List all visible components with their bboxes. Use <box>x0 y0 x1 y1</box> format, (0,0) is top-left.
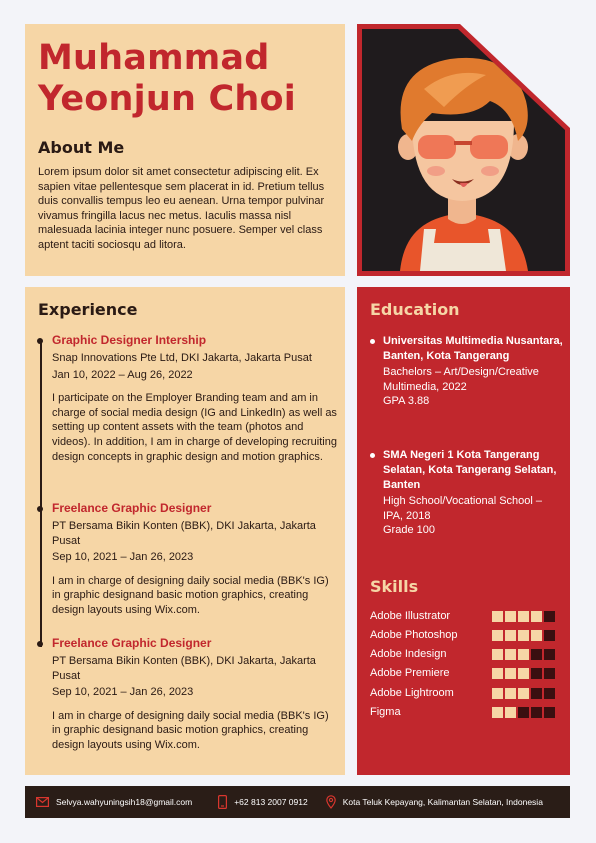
skill-level <box>492 688 555 699</box>
education-item <box>383 334 565 409</box>
phone-icon <box>218 795 227 809</box>
experience-item <box>52 636 337 753</box>
skill-box-filled <box>518 668 529 679</box>
skill-box-filled <box>505 688 516 699</box>
skill-level <box>492 649 555 660</box>
profile-photo <box>362 29 565 271</box>
skill-box-empty <box>531 668 542 679</box>
profile-photo-frame <box>357 24 570 276</box>
skill-box-empty <box>531 707 542 718</box>
skill-box-empty <box>544 688 555 699</box>
job-company: PT Bersama Bikin Konten (BBK), DKI Jakarta, Jakarta Pusat <box>52 520 316 547</box>
avatar-illustration <box>362 29 565 271</box>
job-date: Sep 10, 2021 – Jan 26, 2023 <box>52 551 194 564</box>
skills-title: Skills <box>370 577 419 596</box>
job-company: PT Bersama Bikin Konten (BBK), DKI Jakarta, Jakarta Pusat <box>52 655 316 682</box>
skill-level <box>492 630 555 641</box>
skill-box-filled <box>492 668 503 679</box>
timeline-dot <box>37 641 43 647</box>
skill-box-filled <box>518 611 529 622</box>
skill-box-empty <box>544 707 555 718</box>
email-text: Selvya.wahyuningsih18@gmail.com <box>56 797 193 807</box>
school-name: SMA Negeri 1 Kota Tangerang Selatan, Kota Tangerang Selatan, Banten <box>383 449 557 491</box>
skill-box-filled <box>492 630 503 641</box>
job-description: I participate on the Employer Branding team and am in charge of social media design (IG and LinkedIn) as well as setting up content assets with the team (photos and videos). In addition, I am in charge of developing recruiting design concepts in graphic design and motion graphics. <box>52 392 337 463</box>
skill-box-filled <box>531 630 542 641</box>
education-title: Education <box>370 300 460 319</box>
skill-box-filled <box>492 649 503 660</box>
skill-box-empty <box>544 630 555 641</box>
skill-box-filled <box>492 688 503 699</box>
skill-name: Figma <box>370 706 401 718</box>
school-name: Universitas Multimedia Nusantara, Banten, Kota Tangerang <box>383 335 563 362</box>
skill-box-empty <box>518 707 529 718</box>
experience-item <box>52 333 337 464</box>
job-description: I am in charge of designing daily social media (BBK's IG) in graphic designand basic motion graphics, creating design layouts using Wix.com. <box>52 709 329 751</box>
skill-level <box>492 707 555 718</box>
experience-panel <box>25 287 345 775</box>
skill-name: Adobe Illustrator <box>370 610 451 622</box>
skill-level <box>492 668 555 679</box>
skill-name: Adobe Lightroom <box>370 687 454 699</box>
about-title: About Me <box>38 138 125 157</box>
skill-box-filled <box>505 668 516 679</box>
timeline-line <box>40 340 42 647</box>
education-skills-panel <box>357 287 570 775</box>
skill-name: Adobe Premiere <box>370 667 450 679</box>
job-title: Graphic Designer Intership <box>52 333 207 347</box>
job-title: Freelance Graphic Designer <box>52 501 212 515</box>
skill-row <box>370 628 555 642</box>
skill-box-filled <box>505 630 516 641</box>
skill-row <box>370 686 555 700</box>
skill-box-filled <box>505 611 516 622</box>
grade: Grade 100 <box>383 524 435 537</box>
header-panel <box>25 24 345 276</box>
skill-box-filled <box>518 649 529 660</box>
experience-title: Experience <box>38 300 138 319</box>
education-dot <box>370 453 375 458</box>
skill-box-filled <box>531 611 542 622</box>
job-company: Snap Innovations Pte Ltd, DKI Jakarta, Jakarta Pusat <box>52 352 312 364</box>
skill-row <box>370 609 555 623</box>
skill-box-filled <box>518 630 529 641</box>
job-date: Jan 10, 2022 – Aug 26, 2022 <box>52 368 193 381</box>
location-text: Kota Teluk Kepayang, Kalimantan Selatan, Indonesia <box>342 797 543 807</box>
education-item <box>383 448 565 538</box>
grade: GPA 3.88 <box>383 395 430 408</box>
skill-row <box>370 666 555 680</box>
skill-row <box>370 705 555 719</box>
name-line-1: Muhammad <box>38 38 270 78</box>
skill-box-filled <box>505 649 516 660</box>
job-description: I am in charge of designing daily social media (BBK's IG) in graphic designand basic motion graphics, creating design layouts using Wix.com. <box>52 574 329 616</box>
skill-box-empty <box>531 688 542 699</box>
about-text: Lorem ipsum dolor sit amet consectetur adipiscing elit. Ex sapien vitae pellentesque sem placerat in id. Pretium tellus duis convallis tempus leo eu aenean. Urna tempor pulvinar vivamus fringilla lacus nec metus. Iaculis massa nisl malesuada lacinia integer nunc posuere. Semper vel class aptent taciti sociosqu ad litora. <box>38 166 325 251</box>
skill-box-filled <box>518 688 529 699</box>
contact-phone[interactable] <box>218 795 308 809</box>
job-date: Sep 10, 2021 – Jan 26, 2023 <box>52 686 194 699</box>
skill-box-empty <box>544 611 555 622</box>
skill-box-empty <box>544 668 555 679</box>
full-name <box>38 38 333 120</box>
skill-row <box>370 647 555 661</box>
skill-name: Adobe Photoshop <box>370 629 458 641</box>
contact-location[interactable] <box>326 795 543 809</box>
degree: Bachelors – Art/Design/Creative Multimedia, 2022 <box>383 366 539 393</box>
degree: High School/Vocational School – IPA, 2018 <box>383 495 542 522</box>
skill-box-empty <box>531 649 542 660</box>
education-dot <box>370 339 375 344</box>
skill-level <box>492 611 555 622</box>
timeline-dot <box>37 338 43 344</box>
name-line-2: Yeonjun Choi <box>38 79 296 119</box>
contact-footer <box>25 786 570 818</box>
skill-box-empty <box>544 649 555 660</box>
skill-box-filled <box>492 611 503 622</box>
phone-text: +62 813 2007 0912 <box>234 797 308 807</box>
skill-box-filled <box>505 707 516 718</box>
timeline-dot <box>37 506 43 512</box>
skill-box-filled <box>492 707 503 718</box>
job-title: Freelance Graphic Designer <box>52 636 212 650</box>
skill-name: Adobe Indesign <box>370 648 447 660</box>
mail-icon <box>36 797 49 807</box>
location-pin-icon <box>326 795 336 809</box>
contact-email[interactable] <box>36 797 192 807</box>
experience-item <box>52 501 337 618</box>
